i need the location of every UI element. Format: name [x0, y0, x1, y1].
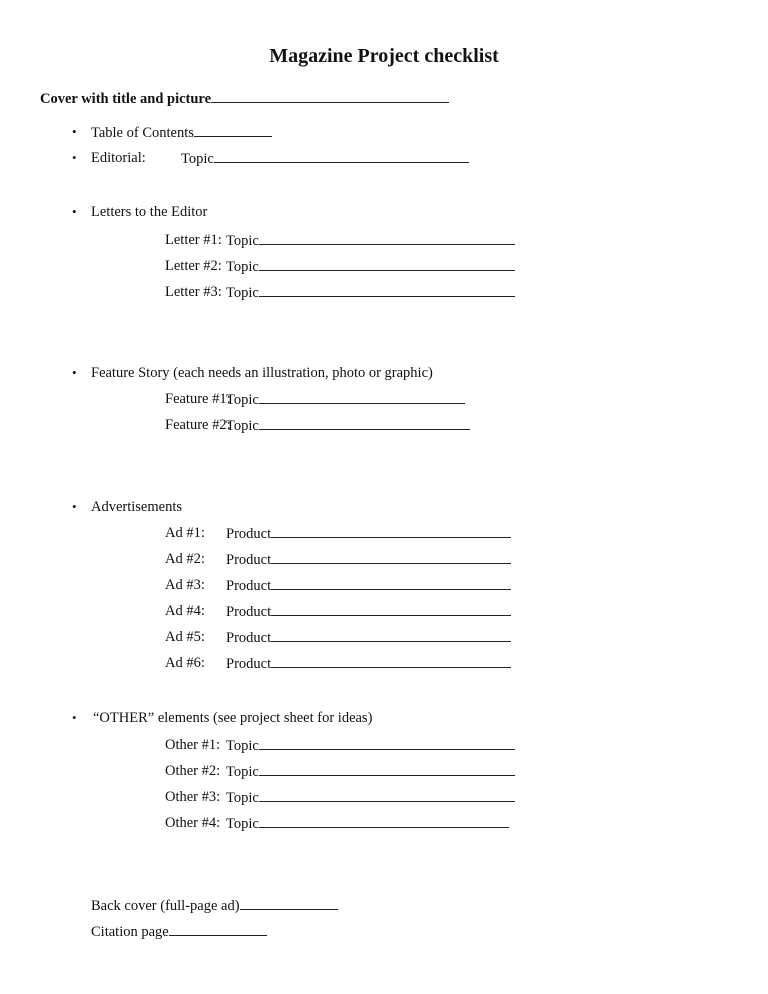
feature-blank[interactable]	[259, 415, 470, 430]
bullet-icon: •	[72, 204, 77, 219]
feature-field	[226, 389, 465, 410]
ad-blank[interactable]	[271, 549, 511, 564]
letter-field	[226, 230, 515, 251]
back-cover-label: Back cover (full-page ad)	[91, 898, 240, 914]
other-label: Other #4:	[165, 815, 221, 831]
other-label: Other #1:	[165, 737, 221, 753]
ad-label: Ad #2:	[165, 551, 205, 567]
back-cover-item	[91, 895, 338, 916]
ads-heading: Advertisements	[91, 499, 183, 515]
letter-blank[interactable]	[259, 282, 515, 297]
field-label: Product	[226, 604, 272, 620]
cover-label: Cover with title and picture	[40, 91, 212, 107]
feature-label: Feature #1:	[165, 391, 231, 407]
ad-label: Ad #1:	[165, 525, 205, 541]
ad-label: Ad #3:	[165, 577, 205, 593]
citation-item	[91, 921, 267, 942]
features-heading: Feature Story (each needs an illustration, photo or graphic)	[91, 365, 433, 381]
feature-label: Feature #2:	[165, 417, 231, 433]
ad-field	[226, 575, 511, 596]
ad-label: Ad #6:	[165, 655, 205, 671]
toc-label: Table of Contents	[91, 125, 194, 141]
bullet-icon: •	[72, 499, 77, 514]
field-label: Topic	[226, 738, 259, 754]
letter-label: Letter #3:	[165, 284, 222, 300]
letter-blank[interactable]	[259, 230, 515, 245]
feature-field	[226, 415, 470, 436]
other-label: Other #2:	[165, 763, 221, 779]
ad-field	[226, 653, 511, 674]
ad-field	[226, 523, 511, 544]
bullet-icon: •	[72, 124, 77, 139]
other-field	[226, 735, 515, 756]
letters-heading: Letters to the Editor	[91, 204, 208, 220]
letter-field	[226, 256, 515, 277]
ad-blank[interactable]	[271, 601, 511, 616]
field-label: Topic	[226, 790, 259, 806]
other-heading: “OTHER” elements (see project sheet for ideas)	[93, 710, 373, 726]
letter-blank[interactable]	[259, 256, 515, 271]
citation-blank[interactable]	[169, 921, 267, 936]
back-cover-blank[interactable]	[240, 895, 338, 910]
other-field	[226, 787, 515, 808]
letter-label: Letter #2:	[165, 258, 222, 274]
cover-item	[40, 88, 449, 109]
field-label: Product	[226, 552, 272, 568]
editorial-label: Editorial:	[91, 150, 146, 166]
cover-blank[interactable]	[211, 88, 449, 103]
field-label: Topic	[226, 285, 259, 301]
field-label: Product	[226, 656, 272, 672]
citation-label: Citation page	[91, 924, 169, 940]
bullet-icon: •	[72, 365, 77, 380]
bullet-icon: •	[72, 710, 77, 725]
other-field	[226, 813, 509, 834]
other-blank[interactable]	[259, 761, 515, 776]
other-label: Other #3:	[165, 789, 221, 805]
ad-label: Ad #5:	[165, 629, 205, 645]
field-label: Product	[226, 630, 272, 646]
other-blank[interactable]	[259, 813, 509, 828]
editorial-blank[interactable]	[214, 148, 469, 163]
toc-item	[91, 122, 272, 143]
editorial-topic	[181, 148, 469, 169]
ad-field	[226, 601, 511, 622]
ad-blank[interactable]	[271, 627, 511, 642]
page-title: Magazine Project checklist	[269, 45, 499, 67]
topic-label: Topic	[181, 151, 214, 167]
bullet-icon: •	[72, 150, 77, 165]
field-label: Topic	[226, 816, 259, 832]
other-blank[interactable]	[259, 735, 515, 750]
other-blank[interactable]	[259, 787, 515, 802]
ad-blank[interactable]	[271, 653, 511, 668]
field-label: Product	[226, 578, 272, 594]
feature-blank[interactable]	[259, 389, 465, 404]
ad-blank[interactable]	[271, 523, 511, 538]
field-label: Topic	[226, 418, 259, 434]
ad-label: Ad #4:	[165, 603, 205, 619]
toc-blank[interactable]	[194, 122, 272, 137]
field-label: Product	[226, 526, 272, 542]
other-field	[226, 761, 515, 782]
letter-field	[226, 282, 515, 303]
ad-field	[226, 549, 511, 570]
field-label: Topic	[226, 764, 259, 780]
field-label: Topic	[226, 392, 259, 408]
field-label: Topic	[226, 233, 259, 249]
field-label: Topic	[226, 259, 259, 275]
ad-blank[interactable]	[271, 575, 511, 590]
ad-field	[226, 627, 511, 648]
letter-label: Letter #1:	[165, 232, 222, 248]
